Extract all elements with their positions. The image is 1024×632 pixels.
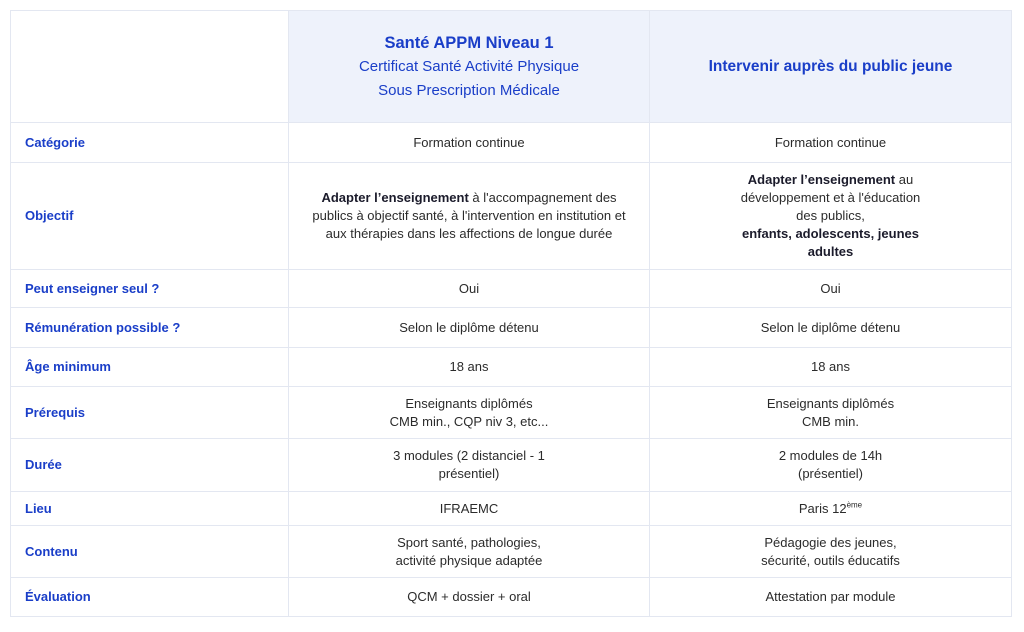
- header-empty-cell: [11, 11, 289, 123]
- contenu-appm-line-2: activité physique adaptée: [395, 552, 543, 568]
- prerequis-jeune-line-1: Enseignants diplômés: [766, 395, 895, 411]
- row-label-prerequis: Prérequis: [11, 387, 289, 439]
- cell-objectif-appm: [289, 163, 650, 270]
- header-appm-subtitle: Certificat Santé Activité Physique Sous Prescription Médicale: [358, 57, 580, 99]
- cell-age-jeune: 18 ans: [650, 348, 1012, 387]
- row-label-lieu: Lieu: [11, 492, 289, 526]
- row-label-age: Âge minimum: [11, 348, 289, 387]
- cell-evaluation-appm: QCM + dossier + oral: [289, 578, 650, 617]
- cell-duree-appm: [289, 439, 650, 492]
- cell-seul-appm: Oui: [289, 270, 650, 308]
- duree-appm-line-2: présentiel): [438, 466, 500, 481]
- duree-jeune-line-2: (présentiel): [797, 466, 864, 481]
- cell-categorie-jeune: Formation continue: [650, 123, 1012, 163]
- table-row: [11, 439, 1012, 492]
- row-label-remuneration: Rémunération possible ?: [11, 308, 289, 348]
- objectif-appm-text: à l'accompagnement des publics à objectif santé, à l'intervention en institution et aux thérapies dans les affections de longue durée: [312, 190, 626, 241]
- cell-remuneration-jeune: Selon le diplôme détenu: [650, 308, 1012, 348]
- table-row: [11, 270, 1012, 308]
- cell-objectif-jeune: [650, 163, 1012, 270]
- objectif-jeune-bold: Adapter l’enseignement: [747, 172, 896, 187]
- objectif-jeune-text: au développement et à l'éducation des publics,: [740, 172, 921, 223]
- contenu-jeune-line-1: Pédagogie des jeunes,: [764, 534, 897, 550]
- cell-lieu-appm: IFRAEMC: [289, 492, 650, 526]
- table-row: [11, 492, 1012, 526]
- comparison-table: [10, 10, 1012, 617]
- objectif-appm-bold: Adapter l’enseignement: [321, 190, 469, 205]
- row-label-duree: Durée: [11, 439, 289, 492]
- prerequis-appm-line-1: Enseignants diplômés: [405, 395, 533, 411]
- contenu-appm-line-1: Sport santé, pathologies,: [397, 534, 541, 550]
- lieu-jeune-superscript: ème: [846, 500, 863, 510]
- row-label-contenu: Contenu: [11, 526, 289, 578]
- header-cell-appm: [289, 11, 650, 123]
- cell-seul-jeune: Oui: [650, 270, 1012, 308]
- comparison-table-container: [10, 10, 1011, 617]
- row-label-evaluation: Évaluation: [11, 578, 289, 617]
- prerequis-appm-line-2: CMB min., CQP niv 3, etc...: [389, 413, 549, 429]
- cell-duree-jeune: [650, 439, 1012, 492]
- cell-evaluation-jeune: Attestation par module: [650, 578, 1012, 617]
- table-row: [11, 123, 1012, 163]
- header-jeune-title: Intervenir auprès du public jeune: [708, 58, 953, 75]
- cell-contenu-appm: [289, 526, 650, 578]
- prerequis-jeune-line-2: CMB min.: [801, 413, 860, 429]
- cell-categorie-appm: Formation continue: [289, 123, 650, 163]
- table-row: [11, 387, 1012, 439]
- cell-prerequis-appm: [289, 387, 650, 439]
- duree-jeune-line-1: 2 modules de 14h: [778, 448, 883, 463]
- table-row: [11, 526, 1012, 578]
- cell-prerequis-jeune: [650, 387, 1012, 439]
- objectif-jeune-bold-2: enfants, adolescents, jeunes adultes: [741, 226, 919, 259]
- table-row: [11, 163, 1012, 270]
- header-appm-title: Santé APPM Niveau 1: [384, 33, 554, 52]
- cell-lieu-jeune: [650, 492, 1012, 526]
- cell-age-appm: 18 ans: [289, 348, 650, 387]
- table-row: [11, 578, 1012, 617]
- row-label-objectif: Objectif: [11, 163, 289, 270]
- cell-remuneration-appm: Selon le diplôme détenu: [289, 308, 650, 348]
- row-label-categorie: Catégorie: [11, 123, 289, 163]
- contenu-jeune-line-2: sécurité, outils éducatifs: [761, 552, 900, 568]
- duree-appm-line-1: 3 modules (2 distanciel - 1: [393, 448, 545, 463]
- header-cell-jeune: [650, 11, 1012, 123]
- table-row: [11, 308, 1012, 348]
- cell-contenu-jeune: [650, 526, 1012, 578]
- table-row: [11, 348, 1012, 387]
- row-label-seul: Peut enseigner seul ?: [11, 270, 289, 308]
- header-row: [11, 11, 1012, 123]
- lieu-jeune-text: Paris 12: [798, 500, 847, 516]
